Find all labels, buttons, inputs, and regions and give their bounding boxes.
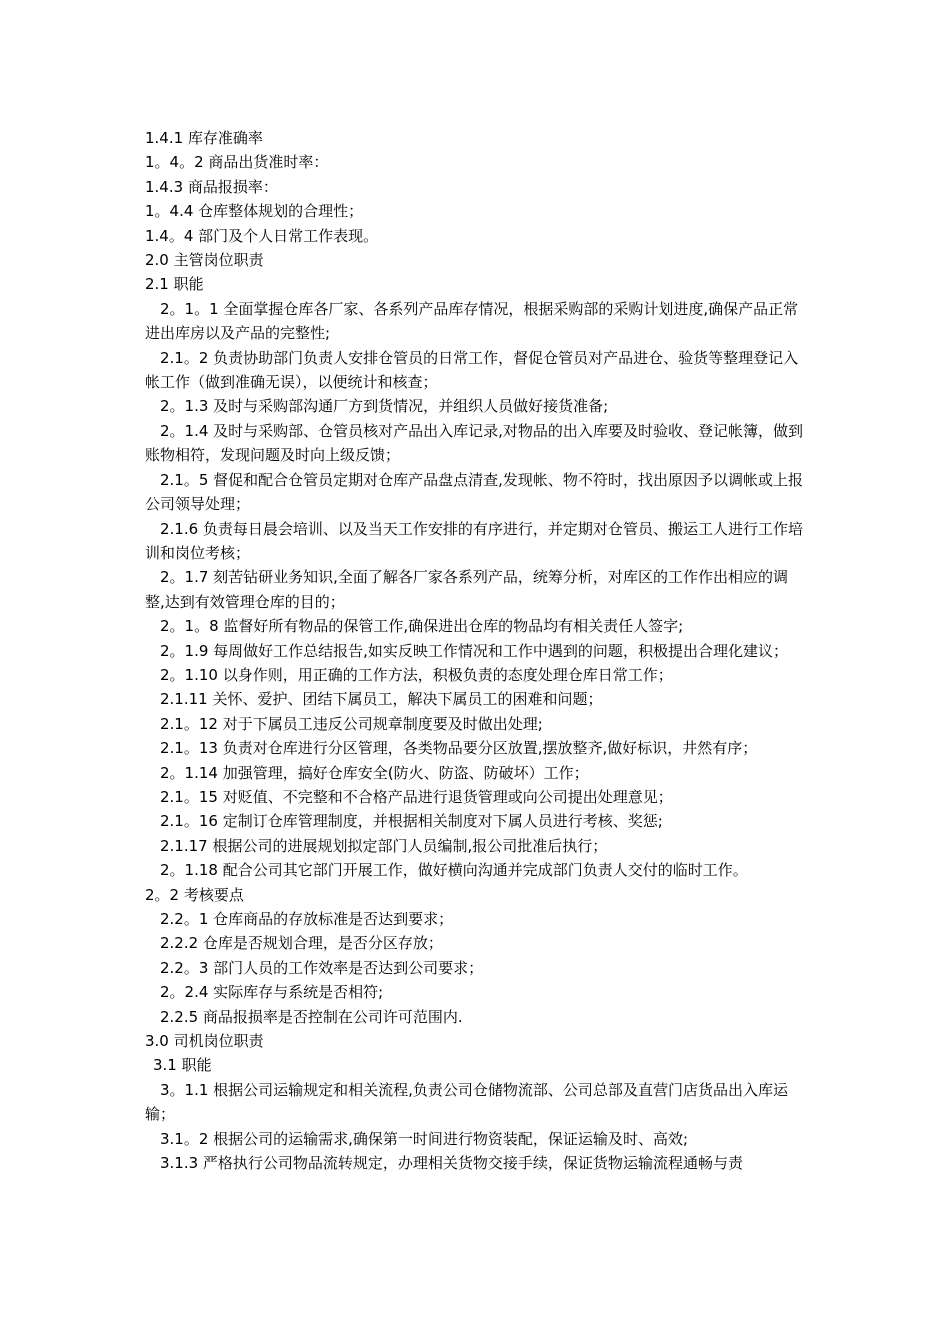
text-line: 3.1。2 根据公司的运输需求,确保第一时间进行物资装配，保证运输及时、高效; bbox=[160, 1129, 688, 1148]
text-line: 3.1 职能 bbox=[153, 1056, 212, 1075]
text-line: 2.1。16 定制订仓库管理制度，并根据相关制度对下属人员进行考核、奖惩; bbox=[160, 812, 663, 831]
text-line: 2.0 主管岗位职责 bbox=[145, 251, 264, 270]
text-line: 2。1.10 以身作则，用正确的工作方法，积极负责的态度处理仓库日常工作； bbox=[160, 665, 673, 684]
text-line: 2.2。3 部门人员的工作效率是否达到公司要求； bbox=[160, 958, 484, 977]
text-line: 2.1.6 负责每日晨会培训、以及当天工作安排的有序进行，并定期对仓管员、搬运工人进行工作培训和岗位考核； bbox=[145, 519, 803, 562]
text-line: 2.1。5 督促和配合仓管员定期对仓库产品盘点清查,发现帐、物不符时，找出原因予以调帐或上报公司领导处理； bbox=[145, 470, 803, 514]
text-line: 2。1.7 刻苦钻研业务知识,全面了解各厂家各系列产品，统筹分析，对库区的工作作出相应的调整,达到有效管理仓库的目的； bbox=[145, 568, 788, 611]
text-line: 2.1。15 对贬值、不完整和不合格产品进行退货管理或向公司提出处理意见； bbox=[160, 787, 673, 806]
document-body bbox=[145, 126, 807, 1175]
text-line: 3。1.1 根据公司运输规定和相关流程,负责公司仓储物流部、公司总部及直营门店货品出入库运输； bbox=[145, 1080, 788, 1124]
text-line: 2。1.9 每周做好工作总结报告,如实反映工作情况和工作中遇到的问题，积极提出合理化建议； bbox=[160, 641, 788, 660]
text-line: 2.1.11 关怀、爱护、团结下属员工，解决下属员工的困难和问题； bbox=[160, 690, 603, 709]
text-line: 2.1.17 根据公司的进展规划拟定部门人员编制,报公司批准后执行； bbox=[160, 836, 608, 855]
text-line: 1.4。4 部门及个人日常工作表现。 bbox=[145, 226, 379, 245]
text-line: 2.2。1 仓库商品的存放标准是否达到要求； bbox=[160, 910, 454, 928]
text-line: 2.2.5 商品报损率是否控制在公司许可范围内. bbox=[160, 1007, 463, 1026]
text-line: 1.4.3 商品报损率： bbox=[145, 177, 278, 196]
text-line: 2.1。12 对于下属员工违反公司规章制度要及时做出处理; bbox=[160, 714, 543, 733]
text-line: 2。1.18 配合公司其它部门开展工作，做好横向沟通并完成部门负责人交付的临时工作。 bbox=[160, 861, 748, 880]
text-line: 3.1.3 严格执行公司物品流转规定，办理相关货物交接手续，保证货物运输流程通畅与责 bbox=[160, 1154, 743, 1173]
text-line: 1。4。2 商品出货准时率： bbox=[145, 153, 329, 172]
text-line: 2.2.2 仓库是否规划合理，是否分区存放； bbox=[160, 934, 443, 953]
text-line: 2.1。13 负责对仓库进行分区管理，各类物品要分区放置,摆放整齐,做好标识，井然有序； bbox=[160, 739, 758, 758]
text-line: 2。2.4 实际库存与系统是否相符; bbox=[160, 983, 384, 1002]
text-line: 2。1.14 加强管理，搞好仓库安全(防火、防盗、防破坏）工作； bbox=[160, 763, 589, 782]
text-line: 2.1 职能 bbox=[145, 275, 204, 294]
text-line: 2.1。2 负责协助部门负责人安排仓管员的日常工作，督促仓管员对产品进仓、验货等整理登记入帐工作（做到准确无误），以便统计和核查； bbox=[145, 348, 799, 392]
text-line: 1。4.4 仓库整体规划的合理性； bbox=[145, 202, 364, 221]
text-line: 3.0 司机岗位职责 bbox=[145, 1032, 264, 1051]
text-line: 2。1。8 监督好所有物品的保管工作,确保进出仓库的物品均有相关责任人签字; bbox=[160, 617, 684, 636]
text-line: 1.4.1 库存准确率 bbox=[145, 129, 263, 147]
text-line: 2。1.3 及时与采购部沟通厂方到货情况，并组织人员做好接货准备; bbox=[160, 397, 609, 416]
text-line: 2。1.4 及时与采购部、仓管员核对产品出入库记录,对物品的出入库要及时验收、登记帐簿，做到账物相符，发现问题及时向上级反馈； bbox=[145, 421, 803, 465]
text-line: 2。1。1 全面掌握仓库各厂家、各系列产品库存情况，根据采购部的采购计划进度,确保产品正常进出库房以及产品的完整性; bbox=[145, 299, 799, 343]
text-line: 2。2 考核要点 bbox=[145, 885, 244, 904]
